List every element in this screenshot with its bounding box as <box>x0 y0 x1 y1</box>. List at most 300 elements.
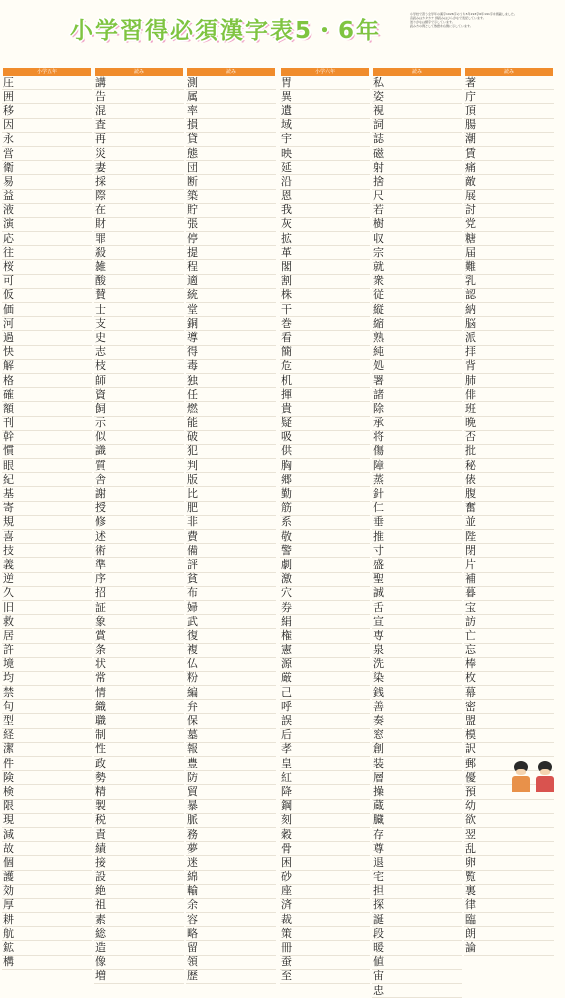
kanji-entry <box>186 402 276 416</box>
kanji-entry <box>372 828 462 842</box>
kanji-entry <box>372 956 462 970</box>
kanji-char: 晩 <box>465 416 476 430</box>
kanji-char: 討 <box>465 203 476 217</box>
kanji-column <box>280 68 370 983</box>
kanji-entry <box>186 431 276 445</box>
kanji-char: 造 <box>95 941 106 955</box>
kanji-char: 呼 <box>281 699 292 713</box>
kanji-char: 能 <box>187 416 198 430</box>
kanji-entry <box>372 232 462 246</box>
kanji-entry <box>280 814 370 828</box>
kanji-entry <box>94 672 184 686</box>
kanji-entry <box>280 558 370 572</box>
kanji-char: 衛 <box>3 160 14 174</box>
kanji-entry <box>372 714 462 728</box>
kanji-char: 詞 <box>373 118 384 132</box>
kanji-char: 許 <box>3 643 14 657</box>
kanji-char: 迷 <box>187 855 198 869</box>
kanji-char: 寄 <box>3 501 14 515</box>
kanji-entry <box>94 700 184 714</box>
kanji-char: 容 <box>187 912 198 926</box>
kanji-entry <box>280 502 370 516</box>
kanji-char: 液 <box>3 203 14 217</box>
kanji-char: 暖 <box>373 941 384 955</box>
kanji-entry <box>186 161 276 175</box>
kanji-char: 糖 <box>465 231 476 245</box>
kanji-entry <box>464 431 554 445</box>
kanji-entry <box>186 658 276 672</box>
kanji-char: 策 <box>281 926 292 940</box>
kanji-char: 賃 <box>465 146 476 160</box>
kanji-char: 復 <box>187 628 198 642</box>
kanji-entry <box>372 76 462 90</box>
kanji-char: 犯 <box>187 444 198 458</box>
kanji-entry <box>2 743 92 757</box>
kanji-entry <box>186 516 276 530</box>
kanji-char: 済 <box>281 898 292 912</box>
kanji-char: 亡 <box>465 628 476 642</box>
kanji-char: 庁 <box>465 89 476 103</box>
kanji-entry <box>464 459 554 473</box>
kanji-entry <box>372 260 462 274</box>
kanji-entry <box>2 275 92 289</box>
kanji-entry <box>280 346 370 360</box>
kanji-char: 快 <box>3 345 14 359</box>
kanji-char: 額 <box>3 401 14 415</box>
kanji-char: 装 <box>373 756 384 770</box>
kanji-char: 序 <box>95 572 106 586</box>
kanji-entry <box>94 757 184 771</box>
page-title: 小学習得必須漢字表5・6年 <box>70 18 382 44</box>
kanji-char: 幹 <box>3 430 14 444</box>
kanji-entry <box>464 842 554 856</box>
kanji-entry <box>464 374 554 388</box>
kanji-char: 採 <box>95 174 106 188</box>
kanji-char: 痛 <box>465 160 476 174</box>
kanji-char: 誠 <box>373 586 384 600</box>
kanji-entry <box>2 927 92 941</box>
kanji-entry <box>372 629 462 643</box>
kanji-entry <box>280 544 370 558</box>
kanji-char: 因 <box>3 118 14 132</box>
kanji-char: 招 <box>95 586 106 600</box>
kanji-char: 染 <box>373 671 384 685</box>
kanji-entry <box>94 147 184 161</box>
kanji-entry <box>372 871 462 885</box>
kanji-char: 割 <box>281 274 292 288</box>
kanji-char: 降 <box>281 784 292 798</box>
kanji-entry <box>280 104 370 118</box>
kanji-char: 貸 <box>187 132 198 146</box>
kanji-char: 警 <box>281 543 292 557</box>
kanji-entry <box>372 331 462 345</box>
kanji-entry <box>2 232 92 246</box>
kanji-char: 授 <box>95 501 106 515</box>
kanji-char: 罪 <box>95 231 106 245</box>
kanji-entry <box>186 487 276 501</box>
kanji-char: 班 <box>465 401 476 415</box>
kanji-entry <box>2 629 92 643</box>
kanji-char: 質 <box>95 458 106 472</box>
kanji-char: 略 <box>187 926 198 940</box>
kanji-char: 勢 <box>95 770 106 784</box>
kanji-entry <box>372 473 462 487</box>
child-figure <box>536 761 554 795</box>
kanji-char: 宗 <box>373 245 384 259</box>
kanji-char: 述 <box>95 529 106 543</box>
kanji-char: 費 <box>187 529 198 543</box>
kanji-entry <box>186 927 276 941</box>
kanji-entry <box>186 856 276 870</box>
kanji-entry <box>94 573 184 587</box>
kanji-entry <box>186 502 276 516</box>
kanji-entry <box>280 672 370 686</box>
kanji-entry <box>464 360 554 374</box>
kanji-entry <box>94 473 184 487</box>
kanji-entry <box>2 303 92 317</box>
kanji-entry <box>372 487 462 501</box>
kanji-entry <box>464 800 554 814</box>
kanji-entry <box>280 771 370 785</box>
kanji-char: 危 <box>281 359 292 373</box>
kanji-char: 己 <box>281 685 292 699</box>
kanji-entry <box>372 417 462 431</box>
kanji-entry <box>372 814 462 828</box>
kanji-char: 推 <box>373 529 384 543</box>
kanji-char: 郵 <box>465 756 476 770</box>
kanji-entry <box>2 459 92 473</box>
kanji-char: 誕 <box>373 912 384 926</box>
kanji-char: 臓 <box>373 813 384 827</box>
kanji-char: 俵 <box>465 472 476 486</box>
kanji-char: 陛 <box>465 529 476 543</box>
kanji-entry <box>94 417 184 431</box>
kanji-entry <box>464 388 554 402</box>
kanji-char: 団 <box>187 160 198 174</box>
kanji-char: 条 <box>95 643 106 657</box>
kanji-entry <box>94 104 184 118</box>
kanji-char: 築 <box>187 189 198 203</box>
kanji-entry <box>186 417 276 431</box>
kanji-char: 縮 <box>373 316 384 330</box>
kanji-entry <box>280 161 370 175</box>
kanji-char: 専 <box>373 628 384 642</box>
kanji-entry <box>2 119 92 133</box>
kanji-entry <box>94 714 184 728</box>
kanji-entry <box>464 133 554 147</box>
kanji-entry <box>464 218 554 232</box>
kanji-char: 率 <box>187 103 198 117</box>
kanji-char: 技 <box>3 543 14 557</box>
kanji-char: 損 <box>187 118 198 132</box>
kanji-char: 張 <box>187 217 198 231</box>
kanji-char: 系 <box>281 515 292 529</box>
kanji-entry <box>186 374 276 388</box>
kanji-entry <box>464 502 554 516</box>
kanji-entry <box>186 275 276 289</box>
kanji-char: 値 <box>373 955 384 969</box>
kanji-char: 義 <box>3 557 14 571</box>
kanji-entry <box>94 289 184 303</box>
kanji-entry <box>186 190 276 204</box>
kanji-char: 肥 <box>187 501 198 515</box>
kanji-char: 境 <box>3 657 14 671</box>
kanji-char: 設 <box>95 870 106 884</box>
kanji-char: 針 <box>373 487 384 501</box>
kanji-char: 宝 <box>465 600 476 614</box>
kanji-char: 殺 <box>95 245 106 259</box>
kanji-char: 型 <box>3 714 14 728</box>
kanji-entry <box>2 544 92 558</box>
kanji-char: 禁 <box>3 685 14 699</box>
kanji-char: 士 <box>95 302 106 316</box>
kanji-entry <box>280 289 370 303</box>
kanji-char: 段 <box>373 926 384 940</box>
kanji-char: 就 <box>373 260 384 274</box>
kanji-char: 聖 <box>373 572 384 586</box>
kanji-char: 創 <box>373 742 384 756</box>
kanji-entry <box>372 771 462 785</box>
kanji-char: 状 <box>95 657 106 671</box>
kanji-char: 蒸 <box>373 472 384 486</box>
kanji-char: 破 <box>187 430 198 444</box>
kanji-entry <box>372 573 462 587</box>
kanji-char: 肺 <box>465 373 476 387</box>
kanji-entry <box>186 388 276 402</box>
kanji-entry <box>2 615 92 629</box>
kanji-entry <box>94 260 184 274</box>
kanji-char: 燃 <box>187 401 198 415</box>
kanji-entry <box>464 587 554 601</box>
kanji-char: 砂 <box>281 870 292 884</box>
kanji-entry <box>280 445 370 459</box>
kanji-entry <box>2 871 92 885</box>
kanji-char: 届 <box>465 245 476 259</box>
kanji-char: 簡 <box>281 345 292 359</box>
kanji-entry <box>2 672 92 686</box>
kanji-entry <box>372 601 462 615</box>
kanji-char: 眼 <box>3 458 14 472</box>
kanji-char: 暴 <box>187 799 198 813</box>
kanji-entry <box>186 714 276 728</box>
kanji-entry <box>372 204 462 218</box>
kanji-entry <box>372 885 462 899</box>
kanji-entry <box>186 885 276 899</box>
kanji-entry <box>94 885 184 899</box>
kanji-char: 穀 <box>281 827 292 841</box>
kanji-char: 支 <box>95 316 106 330</box>
kanji-entry <box>186 743 276 757</box>
kanji-entry <box>464 899 554 913</box>
kanji-char: 預 <box>465 784 476 798</box>
kanji-char: 背 <box>465 359 476 373</box>
kanji-char: 看 <box>281 330 292 344</box>
kanji-char: 永 <box>3 132 14 146</box>
header <box>0 0 565 58</box>
kanji-char: 拝 <box>465 345 476 359</box>
kanji-char: 派 <box>465 330 476 344</box>
kanji-char: 券 <box>281 600 292 614</box>
kanji-entry <box>464 927 554 941</box>
kanji-entry <box>372 119 462 133</box>
kanji-entry <box>464 175 554 189</box>
kanji-char: 護 <box>3 870 14 884</box>
kanji-entry <box>464 558 554 572</box>
kanji-entry <box>186 913 276 927</box>
kanji-char: 居 <box>3 628 14 642</box>
kanji-entry <box>186 828 276 842</box>
kanji-entry <box>2 658 92 672</box>
kanji-entry <box>372 303 462 317</box>
kanji-char: 純 <box>373 345 384 359</box>
kanji-entry <box>464 317 554 331</box>
kanji-entry <box>464 346 554 360</box>
kanji-entry <box>94 970 184 984</box>
kanji-char: 源 <box>281 657 292 671</box>
kanji-char: 孝 <box>281 742 292 756</box>
kanji-entry <box>464 331 554 345</box>
kanji-entry <box>2 573 92 587</box>
kanji-entry <box>280 757 370 771</box>
kanji-char: 雑 <box>95 260 106 274</box>
kanji-char: 視 <box>373 103 384 117</box>
kanji-char: 片 <box>465 557 476 571</box>
kanji-char: 枚 <box>465 671 476 685</box>
kanji-entry <box>2 771 92 785</box>
kanji-char: 傷 <box>373 444 384 458</box>
kanji-entry <box>2 289 92 303</box>
kanji-entry <box>186 218 276 232</box>
kanji-char: 宇 <box>281 132 292 146</box>
kanji-entry <box>280 629 370 643</box>
kanji-char: 郷 <box>281 472 292 486</box>
kanji-entry <box>94 828 184 842</box>
kanji-char: 現 <box>3 813 14 827</box>
kanji-char: 欲 <box>465 813 476 827</box>
kanji-entry <box>372 218 462 232</box>
kanji-entry <box>464 260 554 274</box>
kanji-char: 巻 <box>281 316 292 330</box>
kanji-entry <box>94 360 184 374</box>
kanji-char: 供 <box>281 444 292 458</box>
kanji-char: 我 <box>281 203 292 217</box>
kanji-entry <box>280 402 370 416</box>
kanji-entry <box>464 204 554 218</box>
kanji-char: 裁 <box>281 912 292 926</box>
kanji-char: 非 <box>187 515 198 529</box>
kanji-char: 沿 <box>281 174 292 188</box>
kanji-char: 税 <box>95 813 106 827</box>
kanji-entry <box>464 445 554 459</box>
kanji-entry <box>372 133 462 147</box>
kanji-entry <box>372 757 462 771</box>
kanji-entry <box>2 899 92 913</box>
kanji-char: 厳 <box>281 671 292 685</box>
kanji-entry <box>94 913 184 927</box>
kanji-char: 貿 <box>187 784 198 798</box>
kanji-char: 素 <box>95 912 106 926</box>
kanji-char: 謝 <box>95 487 106 501</box>
kanji-entry <box>372 502 462 516</box>
kanji-entry <box>372 90 462 104</box>
kanji-char: 俳 <box>465 387 476 401</box>
kanji-entry <box>186 303 276 317</box>
kanji-char: 拡 <box>281 231 292 245</box>
kanji-char: 歴 <box>187 969 198 983</box>
kanji-char: 貧 <box>187 572 198 586</box>
kanji-entry <box>94 374 184 388</box>
kanji-char: 閣 <box>281 260 292 274</box>
kanji-entry <box>280 686 370 700</box>
kanji-entry <box>464 104 554 118</box>
kanji-entry <box>186 232 276 246</box>
kanji-entry <box>94 899 184 913</box>
kanji-char: 絹 <box>281 614 292 628</box>
kanji-char: 河 <box>3 316 14 330</box>
kanji-entry <box>94 331 184 345</box>
kanji-entry <box>186 757 276 771</box>
kanji-char: 絶 <box>95 884 106 898</box>
kanji-entry <box>464 417 554 431</box>
kanji-char: 腸 <box>465 118 476 132</box>
kanji-char: 導 <box>187 330 198 344</box>
kanji-char: 賛 <box>95 288 106 302</box>
kanji-char: 訪 <box>465 614 476 628</box>
kanji-entry <box>186 587 276 601</box>
kanji-char: 優 <box>465 770 476 784</box>
kanji-entry <box>94 133 184 147</box>
kanji-char: 師 <box>95 373 106 387</box>
kanji-entry <box>94 275 184 289</box>
kanji-char: 垂 <box>373 515 384 529</box>
kanji-entry <box>94 785 184 799</box>
kanji-entry <box>372 941 462 955</box>
column-header: 読み <box>187 68 275 76</box>
kanji-char: 旧 <box>3 600 14 614</box>
kanji-entry <box>186 956 276 970</box>
kanji-char: 制 <box>95 728 106 742</box>
kanji-char: 効 <box>3 884 14 898</box>
kanji-entry <box>94 402 184 416</box>
kanji-entry <box>280 601 370 615</box>
kanji-entry <box>94 644 184 658</box>
kanji-entry <box>94 842 184 856</box>
kanji-entry <box>464 856 554 870</box>
kanji-char: 舎 <box>95 472 106 486</box>
kanji-entry <box>464 289 554 303</box>
kanji-char: 宣 <box>373 614 384 628</box>
kanji-char: 耕 <box>3 912 14 926</box>
kanji-char: 飼 <box>95 401 106 415</box>
kanji-entry <box>280 190 370 204</box>
kanji-char: 机 <box>281 373 292 387</box>
kanji-entry <box>2 90 92 104</box>
note-line: 小学校で習う全学年の漢字1026字のうち5年193字6年191字を掲載しました。 <box>410 12 517 16</box>
kanji-entry <box>94 771 184 785</box>
kanji-char: 判 <box>187 458 198 472</box>
kanji-char: 祖 <box>95 898 106 912</box>
kanji-char: 確 <box>3 387 14 401</box>
kanji-char: 件 <box>3 756 14 770</box>
kanji-char: 準 <box>95 557 106 571</box>
kanji-char: 句 <box>3 699 14 713</box>
kanji-entry <box>186 686 276 700</box>
kanji-entry <box>186 814 276 828</box>
kanji-entry <box>464 190 554 204</box>
kanji-char: 応 <box>3 231 14 245</box>
kanji-entry <box>186 871 276 885</box>
kanji-char: 価 <box>3 302 14 316</box>
